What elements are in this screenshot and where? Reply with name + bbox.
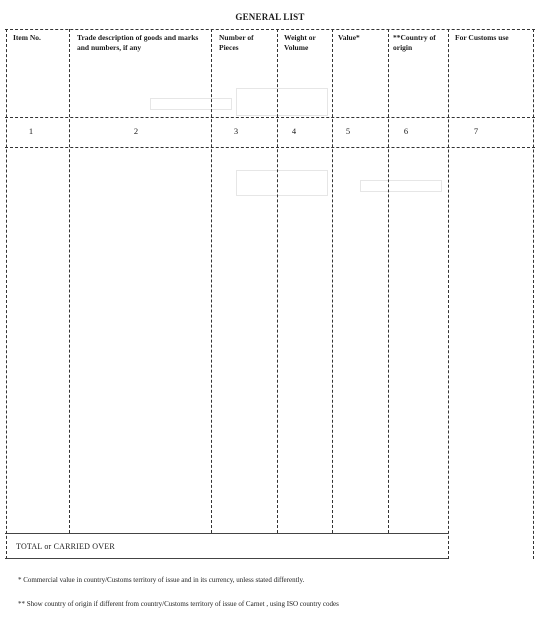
column-header-customs-use: For Customs use xyxy=(455,33,509,42)
show-through-mark xyxy=(360,180,442,192)
column-header-weight-or-volume: Weight or Volume xyxy=(284,33,316,52)
column-divider xyxy=(6,29,7,559)
footnote-country-of-origin: ** Show country of origin if different from country/Customs territory of issue of Carnet , using ISO country codes xyxy=(18,600,339,608)
total-row-bottom-border xyxy=(5,558,448,559)
total-row-top-border xyxy=(5,533,448,534)
column-header-trade-description: Trade description of goods and marks and numbers, if any xyxy=(77,33,199,52)
column-divider xyxy=(69,29,70,533)
column-number: 6 xyxy=(403,126,409,136)
column-header-number-of-pieces: Number of Pieces xyxy=(219,33,254,52)
column-header-country-of-origin: **Country of origin xyxy=(393,33,436,52)
column-number: 1 xyxy=(28,126,34,136)
header-row-border xyxy=(5,117,535,118)
column-header-value: Value* xyxy=(338,33,360,42)
column-divider xyxy=(277,29,278,533)
column-number: 3 xyxy=(233,126,239,136)
form-title: GENERAL LIST xyxy=(235,12,305,22)
column-header-item-no: Item No. xyxy=(13,33,41,42)
show-through-mark xyxy=(236,170,328,196)
column-divider xyxy=(448,29,449,559)
footnote-value: * Commercial value in country/Customs territory of issue and in its currency, unless stated differently. xyxy=(18,576,305,584)
column-number: 2 xyxy=(133,126,139,136)
column-divider xyxy=(388,29,389,533)
total-carried-over-label: TOTAL or CARRIED OVER xyxy=(16,542,115,551)
number-row-border xyxy=(5,147,535,148)
column-divider xyxy=(211,29,212,533)
column-number: 5 xyxy=(345,126,351,136)
show-through-mark xyxy=(236,88,328,116)
column-number: 7 xyxy=(473,126,479,136)
column-divider xyxy=(533,29,534,559)
table-top-border xyxy=(5,29,535,30)
show-through-mark xyxy=(150,98,232,110)
column-divider xyxy=(332,29,333,533)
column-number: 4 xyxy=(291,126,297,136)
